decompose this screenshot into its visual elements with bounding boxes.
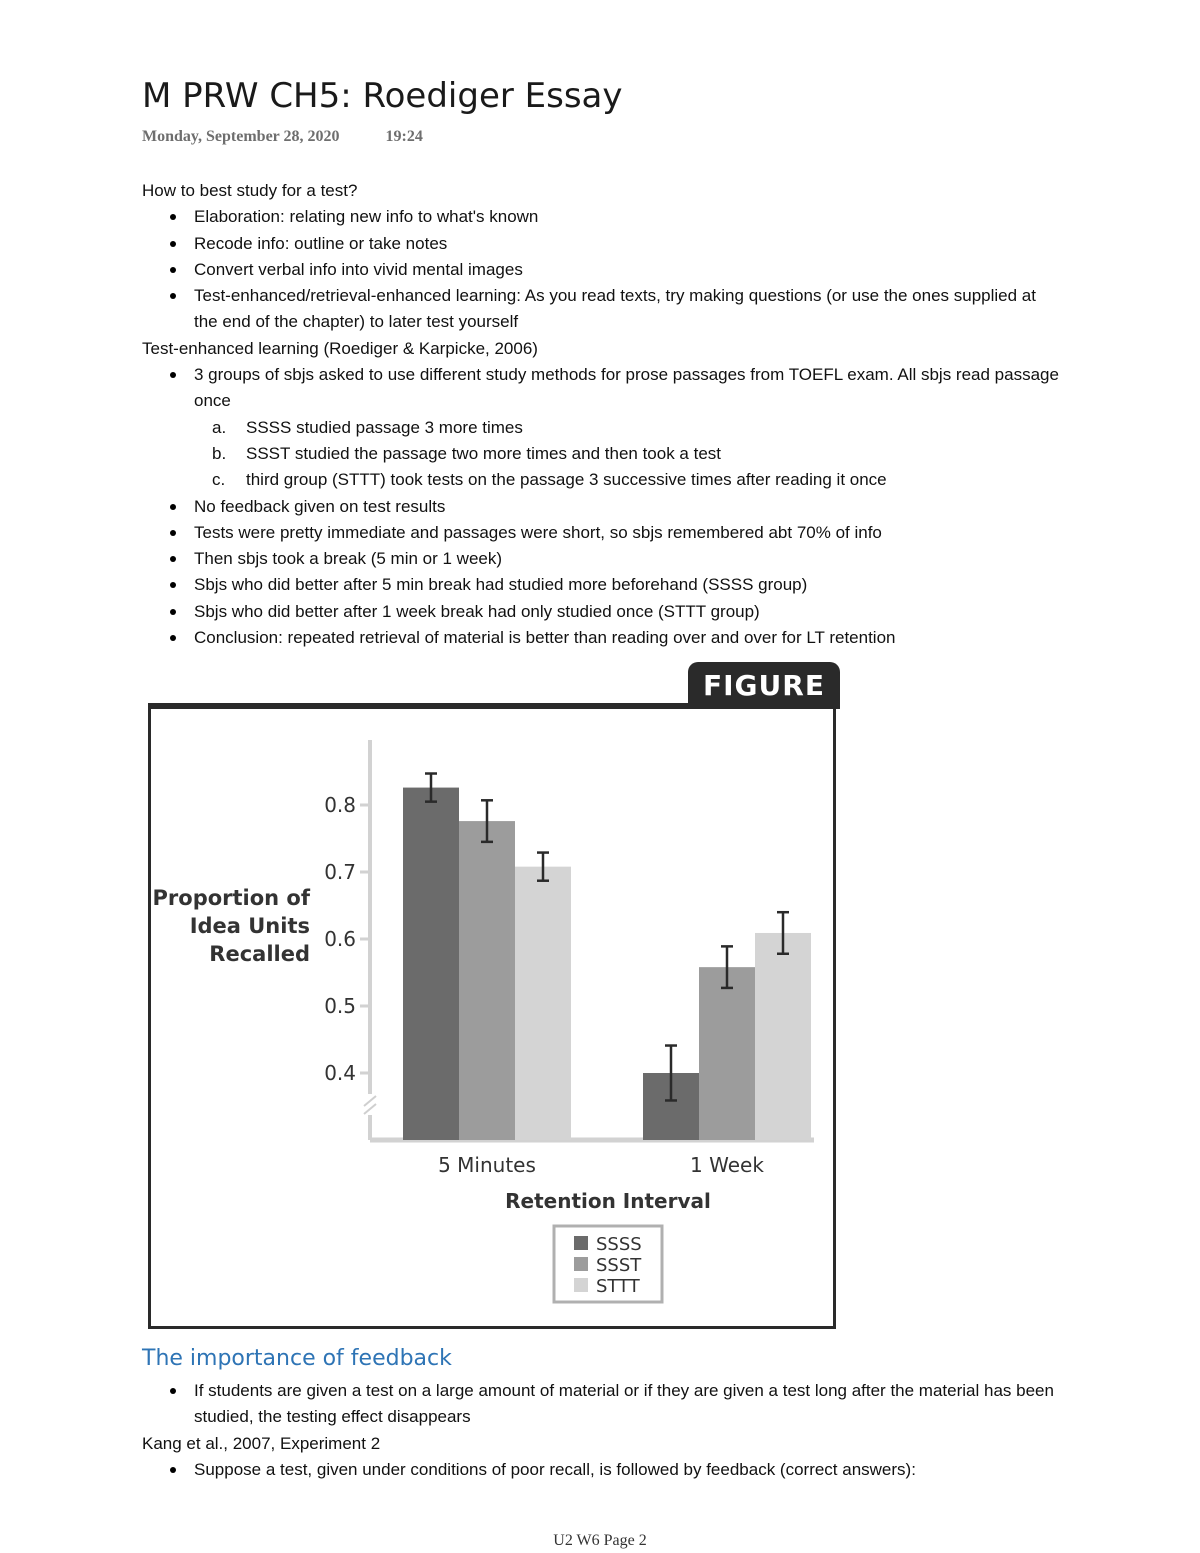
list-item: No feedback given on test results [194, 494, 1062, 520]
x-axis-title: Retention Interval [505, 1189, 711, 1213]
list-item: Conclusion: repeated retrieval of material is better than reading over and over for LT retention [194, 625, 1062, 651]
list-item: If students are given a test on a large amount of material or if they are given a test long after the material has been studied, the testing effect disappears [194, 1378, 1062, 1431]
kang-heading: Kang et al., 2007, Experiment 2 [142, 1433, 381, 1453]
page-time: 19:24 [385, 128, 423, 145]
y-axis-title-line: Proportion of [152, 886, 310, 910]
list-item: Tests were pretty immediate and passages were short, so sbjs remembered abt 70% of info [194, 520, 1062, 546]
y-axis-title-line: Recalled [209, 942, 310, 966]
list-item: Sbjs who did better after 5 min break had studied more beforehand (SSSS group) [194, 572, 1062, 598]
x-tick-label: 1 Week [690, 1153, 764, 1177]
list-item: Recode info: outline or take notes [194, 231, 1062, 257]
bar-sttt-5min [515, 867, 571, 1140]
y-tick-label: 0.4 [324, 1061, 356, 1085]
y-axis-title-line: Idea Units [189, 914, 310, 938]
page-footer: U2 W6 Page 2 [553, 1532, 647, 1549]
legend-swatch-sttt [574, 1278, 588, 1292]
tel-bullets [142, 362, 1062, 651]
legend-swatch-ssst [574, 1257, 588, 1271]
bar-ssst-5min [459, 821, 515, 1140]
study-heading: How to best study for a test? [142, 181, 358, 200]
x-tick-label: 5 Minutes [438, 1153, 536, 1177]
sublist-item [212, 415, 1062, 441]
list-item: Convert verbal info into vivid mental images [194, 257, 1062, 283]
list-item: Sbjs who did better after 1 week break had only studied once (STTT group) [194, 599, 1062, 625]
tel-heading: Test-enhanced learning (Roediger & Karpicke, 2006) [142, 338, 538, 358]
feedback-section [142, 1378, 1062, 1483]
sublist-text: third group (STTT) took tests on the passage 3 successive times after reading it once [246, 470, 887, 490]
list-item: Then sbjs took a break (5 min or 1 week) [194, 546, 1062, 572]
sublist-text: SSSS studied passage 3 more times [246, 417, 523, 437]
list-item: Test-enhanced/retrieval-enhanced learning: As you read texts, try making questions (or use the ones supplied at the end of the chapter) to later test yourself [194, 283, 1062, 336]
bar-ssss-5min [403, 788, 459, 1140]
y-tick-label: 0.6 [324, 927, 356, 951]
list-item-text: 3 groups of sbjs asked to use different study methods for prose passages from TOEFL exam. All sbjs read passage once [194, 365, 1059, 411]
study-section [142, 178, 1062, 651]
axis-break-mark [364, 1096, 376, 1114]
list-item: Elaboration: relating new info to what's known [194, 204, 1062, 230]
sublist-letter: c. [212, 470, 226, 490]
feedback-heading: The importance of feedback [142, 1346, 452, 1371]
study-bullets [142, 204, 1062, 335]
figure-1 [148, 662, 840, 1332]
feedback-bullets [142, 1378, 1062, 1431]
legend-swatch-ssss [574, 1236, 588, 1250]
legend-label-ssst: SSST [596, 1255, 642, 1276]
figure-label: FIGURE 1 [688, 662, 840, 708]
bar-chart [148, 662, 840, 1332]
kang-bullets [142, 1457, 1062, 1483]
sublist-text: SSST studied the passage two more times and then took a test [246, 443, 722, 463]
sublist-item [212, 467, 1062, 493]
legend-label-ssss: SSSS [596, 1234, 642, 1255]
sublist-letter: b. [212, 443, 227, 463]
sublist-item [212, 441, 1062, 467]
y-tick-label: 0.5 [324, 994, 356, 1018]
bar-ssst-1week [699, 967, 755, 1140]
page-date: Monday, September 28, 2020 [142, 128, 340, 145]
sublist-letter: a. [212, 417, 227, 437]
list-item: Suppose a test, given under conditions of poor recall, is followed by feedback (correct answers): [194, 1457, 1062, 1483]
bar-sttt-1week [755, 933, 811, 1140]
list-item [194, 362, 1062, 493]
y-tick-label: 0.7 [324, 860, 356, 884]
legend-label-sttt: STTT [596, 1276, 640, 1297]
page-meta [142, 128, 423, 146]
y-tick-label: 0.8 [324, 793, 356, 817]
group-sublist [194, 415, 1062, 494]
page-title: M PRW CH5: Roediger Essay [142, 76, 623, 116]
